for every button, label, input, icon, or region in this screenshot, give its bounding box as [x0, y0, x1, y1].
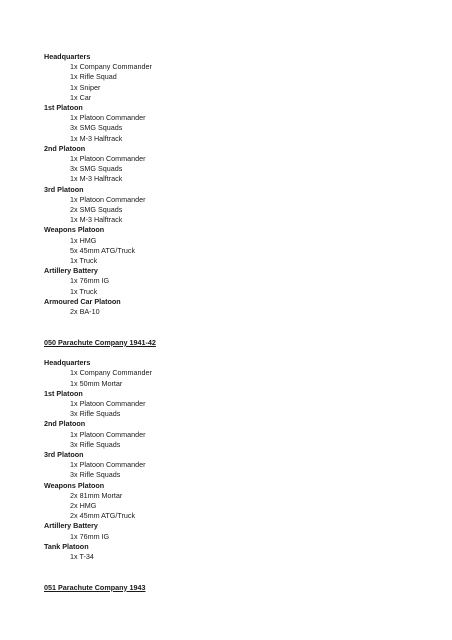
unit-item: 3x SMG Squads — [70, 123, 123, 133]
unit-item: 1x Platoon Commander — [70, 113, 146, 123]
unit-item: 1x 76mm IG — [70, 276, 110, 286]
unit-item: 2x BA-10 — [70, 307, 100, 317]
unit-item: 3x SMG Squads — [70, 164, 123, 174]
unit-item: 1x 50mm Mortar — [70, 378, 123, 388]
unit-item: 1x Platoon Commander — [70, 194, 146, 204]
unit-item: 1x Sniper — [70, 82, 101, 92]
unit-item: 1x T-34 — [70, 552, 94, 562]
unit-item: 1x Platoon Commander — [70, 154, 146, 164]
unit-item: 1x M-3 Halftrack — [70, 133, 123, 143]
unit-group-title: Tank Platoon — [44, 541, 89, 551]
unit-item: 1x Car — [70, 92, 92, 102]
unit-item: 3x Rifle Squads — [70, 470, 121, 480]
unit-group-title: Armoured Car Platoon — [44, 296, 121, 306]
unit-group-title: 2nd Platoon — [44, 143, 86, 153]
unit-item: 2x HMG — [70, 501, 97, 511]
org-section — [44, 317, 424, 562]
unit-item: 1x M-3 Halftrack — [70, 174, 123, 184]
unit-item: 5x 45mm ATG/Truck — [70, 245, 136, 255]
unit-item: 1x 76mm IG — [70, 531, 110, 541]
unit-group-title: Weapons Platoon — [44, 480, 105, 490]
unit-item: 1x HMG — [70, 235, 97, 245]
unit-item: 1x M-3 Halftrack — [70, 215, 123, 225]
document-page — [44, 52, 424, 593]
section-spacer — [44, 562, 424, 583]
company-heading: 050 Parachute Company 1941-42 — [44, 337, 156, 347]
unit-group-title: 2nd Platoon — [44, 419, 86, 429]
unit-group-title: Headquarters — [44, 358, 91, 368]
company-heading: 051 Parachute Company 1943 — [44, 582, 146, 592]
unit-item: 1x Platoon Commander — [70, 460, 146, 470]
unit-item: 1x Platoon Commander — [70, 429, 146, 439]
unit-item: 1x Truck — [70, 256, 98, 266]
unit-group-title: Headquarters — [44, 52, 91, 61]
org-section — [44, 52, 424, 317]
unit-group-title: 1st Platoon — [44, 103, 83, 113]
unit-item: 2x SMG Squads — [70, 205, 123, 215]
unit-item: 1x Rifle Squad — [70, 72, 117, 82]
org-section — [44, 562, 424, 593]
heading-spacer — [44, 348, 424, 358]
unit-item: 3x Rifle Squads — [70, 439, 121, 449]
unit-group-title: Artillery Battery — [44, 521, 98, 531]
unit-item: 1x Platoon Commander — [70, 398, 146, 408]
unit-item: 1x Truck — [70, 286, 98, 296]
unit-group-title: 3rd Platoon — [44, 450, 84, 459]
unit-item: 3x Rifle Squads — [70, 409, 121, 419]
unit-group-title: 1st Platoon — [44, 388, 83, 398]
unit-item: 1x Company Commander — [70, 368, 152, 378]
unit-item: 1x Company Commander — [70, 62, 152, 72]
section-spacer — [44, 317, 424, 338]
unit-group-title: Weapons Platoon — [44, 225, 105, 235]
unit-item: 2x 81mm Mortar — [70, 490, 123, 500]
unit-group-title: 3rd Platoon — [44, 184, 84, 194]
unit-item: 2x 45mm ATG/Truck — [70, 511, 136, 521]
unit-group-title: Artillery Battery — [44, 266, 98, 276]
